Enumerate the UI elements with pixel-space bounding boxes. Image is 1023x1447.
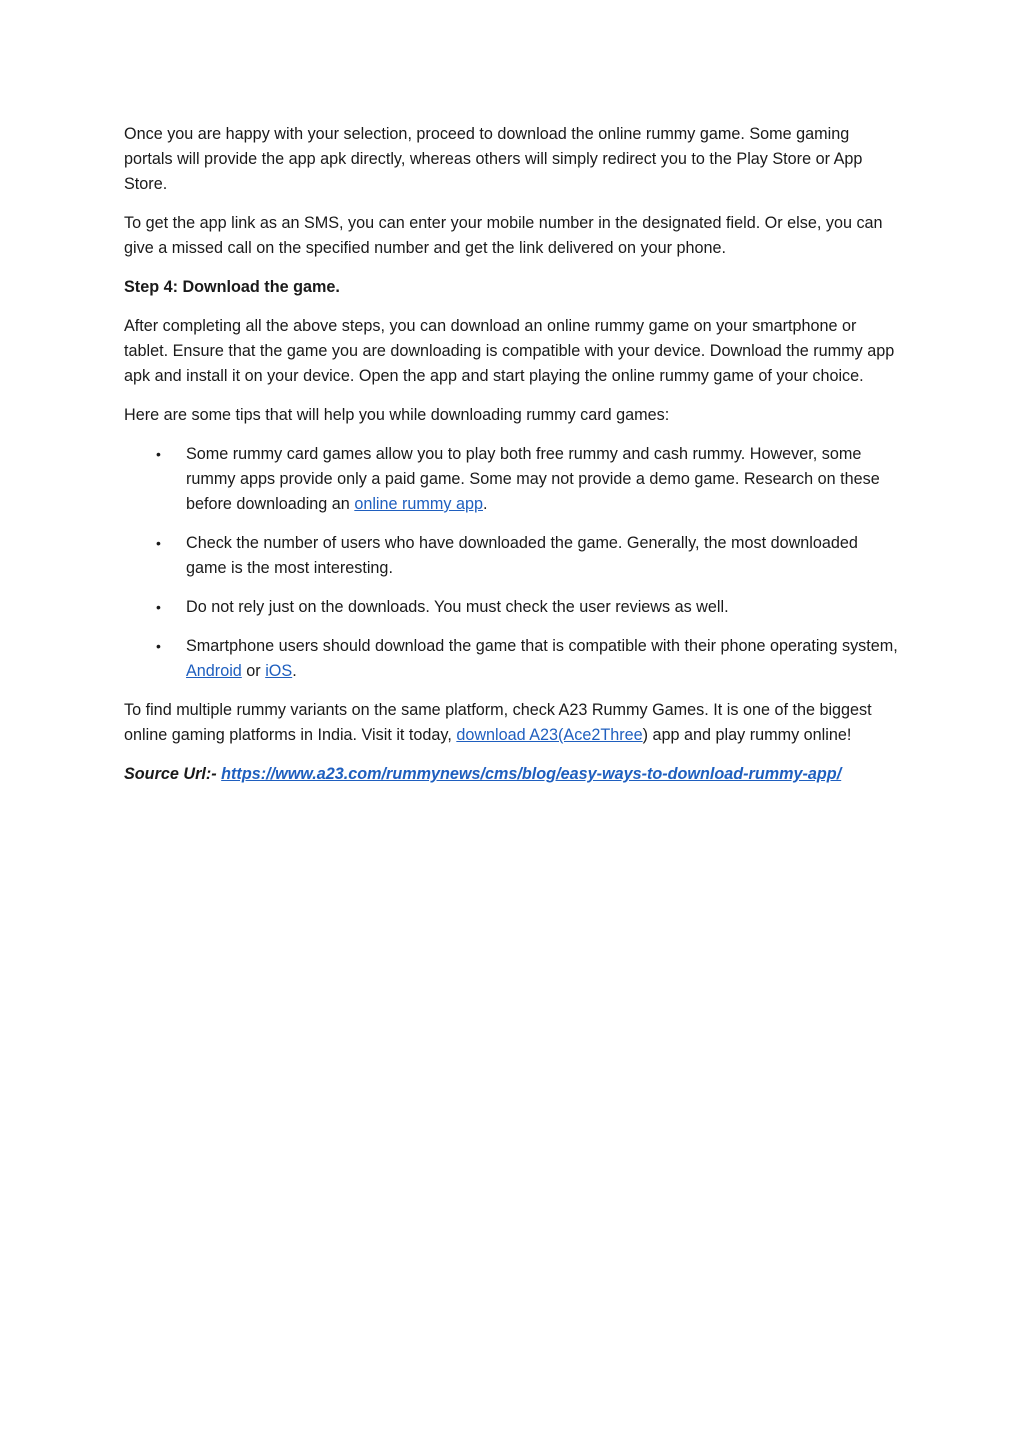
- tip-punctuation: .: [482, 495, 488, 513]
- tip-text: Some rummy card games allow you to play both free rummy and cash rummy. However, some rummy apps provide only a paid game. Some may not provide a demo game. Research on these before downloading an: [186, 445, 880, 513]
- bullet-icon: •: [156, 535, 161, 551]
- source-line: [124, 762, 899, 787]
- paragraph-download-selection: Once you are happy with your selection, proceed to download the online rummy game. Some gaming portals will provide the app apk directly, whereas others will simply redirect you to the Play Store or App Store.: [124, 125, 863, 193]
- list-item: [124, 531, 899, 581]
- closing-text: To find multiple rummy variants on the same platform, check A23 Rummy Games. It is one of the biggest online gaming platforms in India. Visit it today,: [124, 701, 872, 744]
- list-item: [124, 595, 899, 620]
- ios-link[interactable]: iOS: [265, 662, 293, 680]
- source-url-link[interactable]: https://www.a23.com/rummynews/cms/blog/easy-ways-to-download-rummy-app/: [221, 765, 842, 783]
- tips-intro: Here are some tips that will help you while downloading rummy card games:: [124, 406, 670, 424]
- online-rummy-app-link[interactable]: online rummy app: [354, 495, 483, 513]
- android-link[interactable]: Android: [186, 662, 242, 680]
- tip-text: Do not rely just on the downloads. You must check the user reviews as well.: [186, 598, 729, 616]
- bullet-icon: •: [156, 446, 161, 462]
- tips-list: [124, 442, 899, 684]
- bullet-icon: •: [156, 599, 161, 615]
- tip-punctuation: .: [292, 662, 297, 680]
- tip-text: Check the number of users who have downloaded the game. Generally, the most downloaded game is the most interesting.: [186, 534, 858, 577]
- paragraph-sms-link: To get the app link as an SMS, you can enter your mobile number in the designated field. Or else, you can give a missed call on the specified number and get the link delivered on your phone.: [124, 214, 883, 257]
- bullet-icon: •: [156, 638, 161, 654]
- paragraph-closing: [124, 698, 899, 748]
- paragraph-after-steps: After completing all the above steps, you can download an online rummy game on your smartphone or tablet. Ensure that the game you are downloading is compatible with your device. Download the rummy app apk and install it on your device. Open the app and start playing the online rummy game of your choice.: [124, 317, 895, 385]
- document-page: [124, 122, 899, 801]
- source-label: Source Url:-: [124, 765, 222, 783]
- step-4-heading: Step 4: Download the game.: [124, 278, 340, 296]
- list-item: [124, 442, 899, 517]
- download-a23-link[interactable]: download A23(Ace2Three: [456, 726, 643, 744]
- list-item: [124, 634, 899, 684]
- tip-text: Smartphone users should download the game that is compatible with their phone operating system,: [186, 637, 898, 655]
- closing-text-after: ) app and play rummy online!: [642, 726, 852, 744]
- tip-connector: or: [241, 662, 266, 680]
